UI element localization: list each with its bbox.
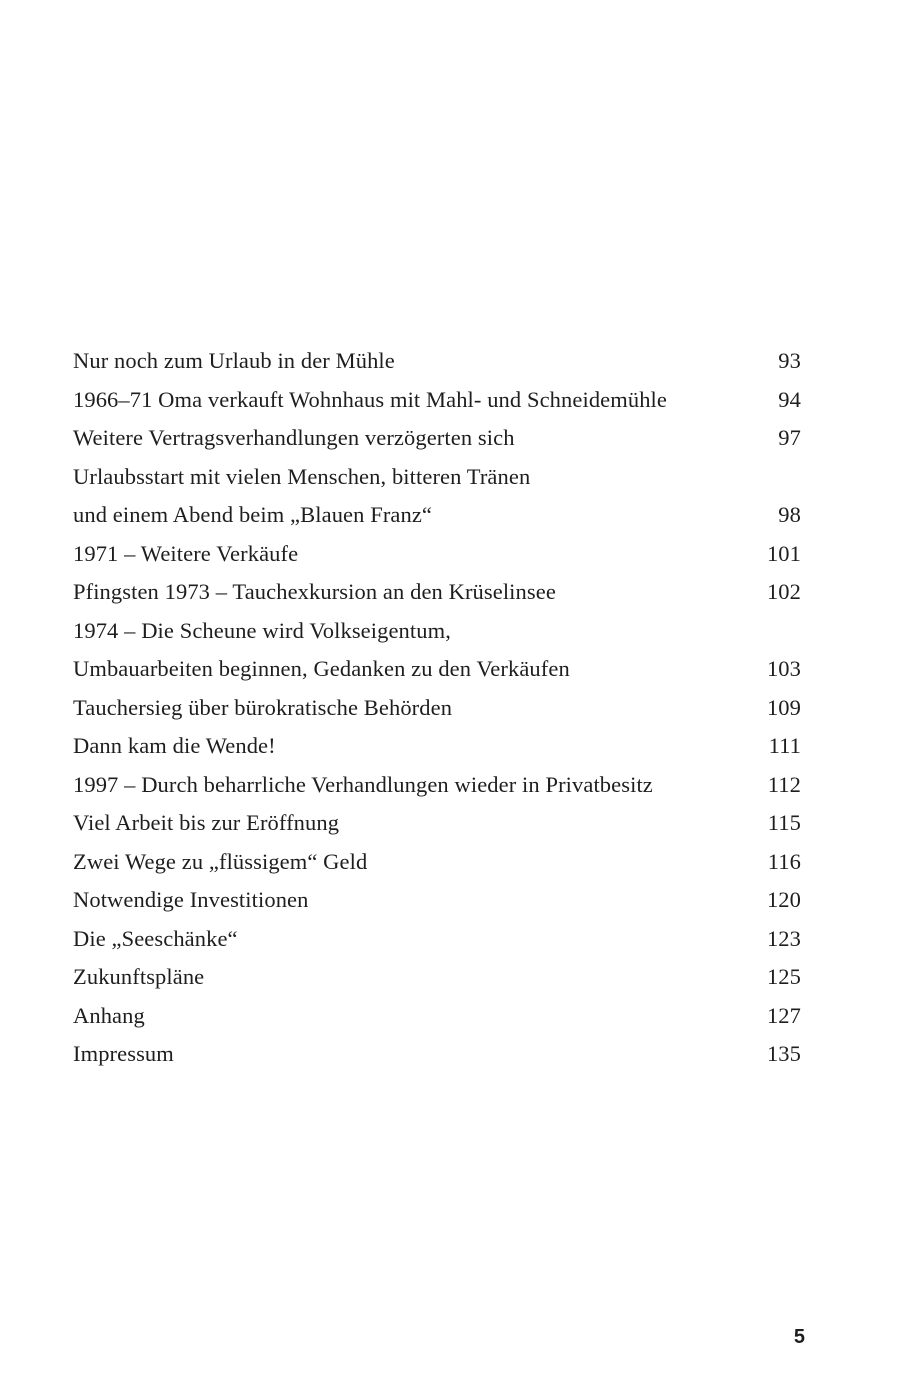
- toc-entry: [73, 419, 801, 458]
- toc-entry-page: 103: [766, 656, 801, 681]
- toc-entry-title: Urlaubsstart mit vielen Menschen, bitteren Tränen: [73, 463, 531, 489]
- toc-entry-title: 1997 – Durch beharrliche Verhandlungen wieder in Privatbesitz: [73, 771, 653, 797]
- toc-entry: [73, 612, 801, 651]
- toc-entry-title: Weitere Vertragsverhandlungen verzögerten sich: [73, 425, 515, 450]
- toc-entry-title: und einem Abend beim „Blauen Franz“: [73, 502, 433, 527]
- toc-entry: [73, 843, 801, 882]
- toc-entry: [73, 496, 801, 535]
- toc-entry-page: 135: [766, 1041, 801, 1066]
- toc-entry-title: 1974 – Die Scheune wird Volkseigentum,: [73, 617, 451, 643]
- toc-entry-page: 109: [766, 694, 801, 720]
- toc-entry-page: 111: [768, 733, 801, 758]
- toc-entry-title: 1971 – Weitere Verkäufe: [73, 540, 299, 566]
- toc-entry: [73, 920, 801, 959]
- toc-entry-page: 116: [767, 848, 801, 874]
- toc-entry-title: 1966–71 Oma verkauft Wohnhaus mit Mahl- und Schneidemühle: [73, 386, 667, 412]
- toc-entry-title: Zwei Wege zu „flüssigem“ Geld: [73, 848, 368, 874]
- toc-entry-page: 102: [766, 579, 801, 604]
- toc-entry: [73, 689, 801, 728]
- toc-entry-title: Pfingsten 1973 – Tauchexkursion an den Krüselinsee: [73, 579, 556, 604]
- toc-entry: [73, 881, 801, 920]
- page-number: 5: [793, 1326, 805, 1348]
- toc-entry-title: Dann kam die Wende!: [73, 733, 276, 758]
- toc-entry-page: 115: [767, 810, 801, 835]
- toc-entry: [73, 381, 801, 420]
- toc-entry-page: 97: [778, 425, 801, 450]
- toc-entry-title: Anhang: [73, 1002, 145, 1028]
- toc-entry: [73, 727, 801, 766]
- toc-entry-title: Notwendige Investitionen: [73, 887, 309, 912]
- toc-entry: [73, 535, 801, 574]
- toc-entry-title: Zukunftspläne: [73, 964, 205, 989]
- toc-entry-page: 120: [766, 887, 801, 912]
- toc-entry-title: Viel Arbeit bis zur Eröffnung: [73, 810, 340, 835]
- toc-entry: [73, 766, 801, 805]
- toc-entry: [73, 458, 801, 497]
- toc-entry-title: Die „Seeschänke“: [73, 925, 238, 951]
- toc-entry-title: Umbauarbeiten beginnen, Gedanken zu den Verkäufen: [73, 656, 570, 681]
- toc-entry-page: 127: [766, 1002, 801, 1028]
- table-of-contents: [73, 342, 801, 1074]
- toc-entry: [73, 650, 801, 689]
- toc-entry: [73, 342, 801, 381]
- toc-entry-title: Nur noch zum Urlaub in der Mühle: [73, 348, 395, 373]
- toc-entry: [73, 804, 801, 843]
- toc-entry-page: 112: [767, 771, 801, 797]
- toc-entry-title: Impressum: [73, 1041, 174, 1066]
- toc-entry-page: 98: [778, 502, 801, 527]
- toc-entry: [73, 573, 801, 612]
- toc-entry: [73, 997, 801, 1036]
- toc-entry-page: 94: [778, 386, 801, 412]
- toc-entry-title: Tauchersieg über bürokratische Behörden: [73, 694, 453, 720]
- toc-entry-page: 123: [766, 925, 801, 951]
- toc-entry-page: 125: [766, 964, 801, 989]
- toc-entry-page: 93: [778, 348, 801, 373]
- toc-entry: [73, 958, 801, 997]
- toc-entry: [73, 1035, 801, 1074]
- toc-entry-page: 101: [766, 540, 801, 566]
